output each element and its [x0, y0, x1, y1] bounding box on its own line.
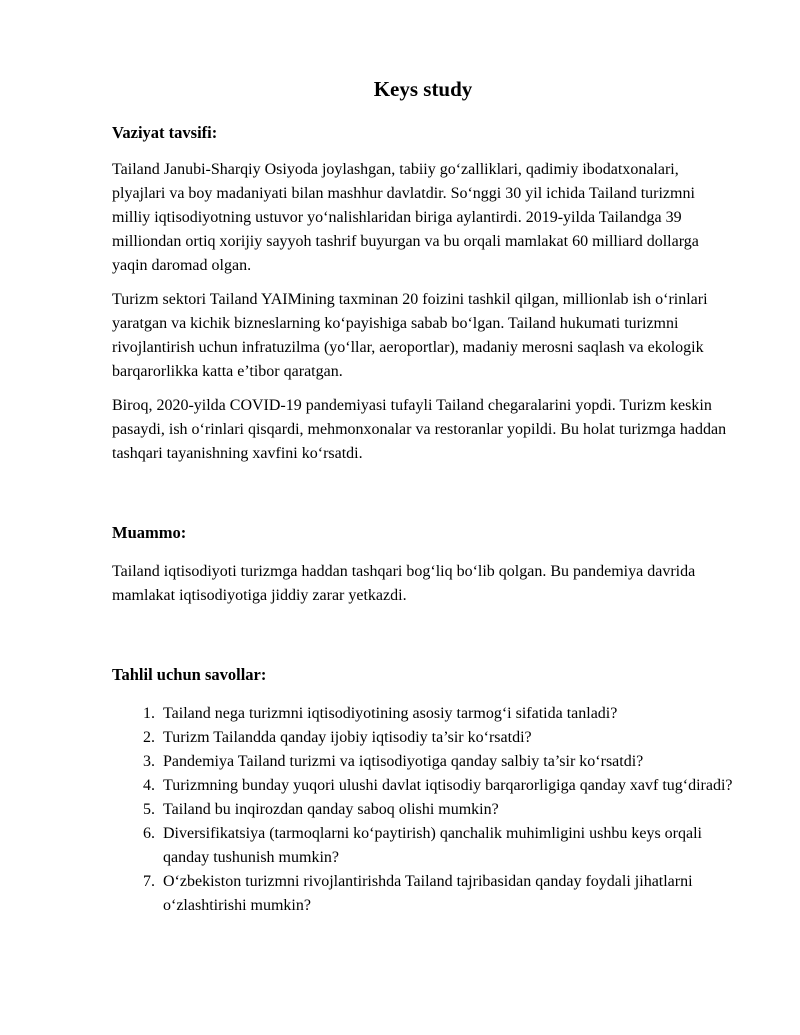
- analysis-heading: Tahlil uchun savollar:: [112, 665, 267, 684]
- question-item-1: 1. Tailand nega turizmni iqtisodiyotining asosiy tarmog‘i sifatida tanladi?: [159, 702, 734, 726]
- section-analysis: [112, 664, 734, 918]
- document-title: Keys study: [373, 77, 473, 101]
- question-item-3: 3. Pandemiya Tailand turizmi va iqtisodiyotiga qanday salbiy ta’sir ko‘rsatdi?: [159, 750, 734, 774]
- question-item-4: 4. Turizmning bunday yuqori ulushi davlat iqtisodiy barqarorligiga qanday xavf tug‘diradi?: [159, 774, 734, 798]
- section-situation: [112, 122, 734, 466]
- blank-space: [112, 476, 734, 522]
- question-item-6: 6. Diversifikatsiya (tarmoqlarni ko‘paytirish) qanchalik muhimligini ushbu keys orqali qanday tushunish mumkin?: [159, 822, 734, 870]
- problem-heading: Muammo:: [112, 523, 187, 542]
- question-item-5: 5. Tailand bu inqirozdan qanday saboq olishi mumkin?: [159, 798, 734, 822]
- blank-space: [112, 618, 734, 664]
- questions-list: [112, 702, 734, 918]
- question-item-7: 7. O‘zbekiston turizmni rivojlantirishda Tailand tajribasidan qanday foydali jihatlarni o‘zlashtirishi mumkin?: [159, 870, 734, 918]
- section-problem: [112, 522, 734, 608]
- problem-paragraph: Tailand iqtisodiyoti turizmga haddan tashqari bog‘liq bo‘lib qolgan. Bu pandemiya davrida mamlakat iqtisodiyotiga jiddiy zarar yetkazdi.: [112, 563, 696, 604]
- situation-paragraph-2: Turizm sektori Tailand YAIMining taxminan 20 foizini tashkil qilgan, millionlab ish o‘rinlari yaratgan va kichik bizneslarning ko‘payishiga sabab bo‘lgan. Tailand hukumati turizmni rivojlantirish uchun infratuzilma (yo‘llar, aeroportlar), madaniy merosni saqlash va ekologik barqarorlikka katta e’tibor qaratgan.: [112, 291, 708, 380]
- situation-paragraph-3: Biroq, 2020-yilda COVID-19 pandemiyasi tufayli Tailand chegaralarini yopdi. Turizm keskin pasaydi, ish o‘rinlari qisqardi, mehmonxonalar va restoranlar yopildi. Bu holat turizmga haddan tashqari tayanishning xavfini ko‘rsatdi.: [112, 397, 727, 462]
- situation-paragraph-1: Tailand Janubi-Sharqiy Osiyoda joylashgan, tabiiy go‘zalliklari, qadimiy ibodatxonalari, plyajlari va boy madaniyati bilan mashhur davlatdir. So‘nggi 30 yil ichida Tailand turizmni milliy iqtisodiyotning ustuvor yo‘nalishlaridan biriga aylantirdi. 2019-yilda Tailandga 39 milliondan ortiq xorijiy sayyoh tashrif buyurgan va bu orqali mamlakat 60 milliard dollarga yaqin daromad olgan.: [112, 161, 699, 274]
- question-item-2: 2. Turizm Tailandda qanday ijobiy iqtisodiy ta’sir ko‘rsatdi?: [159, 726, 734, 750]
- situation-heading: Vaziyat tavsifi:: [112, 123, 218, 142]
